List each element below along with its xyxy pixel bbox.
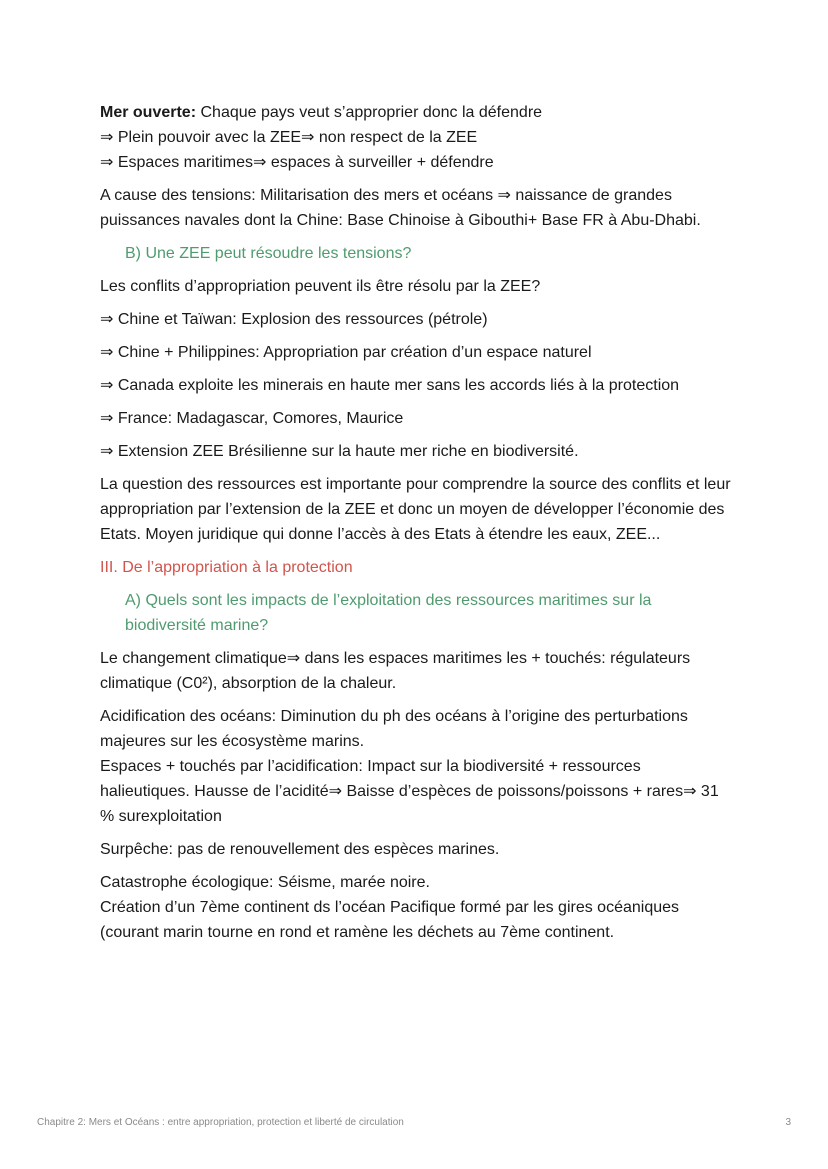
- text-line: Création d’un 7ème continent ds l’océan Pacifique formé par les gires océaniques (courant marin tourne en rond et ramène les déchets au 7ème continent.: [100, 899, 680, 941]
- paragraph: [100, 870, 732, 945]
- text-line: ⇒ France: Madagascar, Comores, Maurice: [100, 410, 404, 427]
- footer-chapter-title: Chapitre 2: Mers et Océans : entre appropriation, protection et liberté de circulation: [37, 1117, 404, 1128]
- text-line: Catastrophe écologique: Séisme, marée noire.: [100, 874, 430, 891]
- text-line: A) Quels sont les impacts de l’exploitation des ressources maritimes sur la biodiversité marine?: [125, 592, 652, 634]
- document-body: [100, 100, 732, 953]
- paragraph: [100, 274, 732, 299]
- text-line: Chaque pays veut s’approprier donc la défendre: [200, 104, 543, 121]
- text-line: A cause des tensions: Militarisation des mers et océans ⇒ naissance de grandes puissances navales dont la Chine: Base Chinoise à Gibouthi+ Base FR à Abu-Dhabi.: [100, 187, 701, 229]
- text-line: ⇒ Canada exploite les minerais en haute mer sans les accords liés à la protection: [100, 377, 680, 394]
- paragraph: [100, 406, 732, 431]
- lead-term: Mer ouverte:: [100, 104, 197, 121]
- text-line: ⇒ Chine + Philippines: Appropriation par création d’un espace naturel: [100, 344, 592, 361]
- text-line: Surpêche: pas de renouvellement des espèces marines.: [100, 841, 500, 858]
- text-line: ⇒ Extension ZEE Brésilienne sur la haute mer riche en biodiversité.: [100, 443, 579, 460]
- text-line: Acidification des océans: Diminution du ph des océans à l’origine des perturbations majeures sur les écosystème marins.: [100, 708, 688, 750]
- text-line: Espaces + touchés par l’acidification: Impact sur la biodiversité + ressources halieutiques. Hausse de l’acidité⇒ Baisse d’espèces de poissons/poissons + rares⇒ 31 % surexploitation: [100, 758, 719, 825]
- text-line: Le changement climatique⇒ dans les espaces maritimes les + touchés: régulateurs climatique (C0²), absorption de la chaleur.: [100, 650, 691, 692]
- subsection-heading: [100, 241, 732, 266]
- paragraph: [100, 307, 732, 332]
- paragraph: [100, 340, 732, 365]
- page-footer: [37, 1117, 791, 1128]
- paragraph: [100, 837, 732, 862]
- paragraph: [100, 646, 732, 696]
- paragraph: [100, 704, 732, 829]
- text-line: ⇒ Plein pouvoir avec la ZEE⇒ non respect de la ZEE: [100, 129, 478, 146]
- paragraph: [100, 373, 732, 398]
- text-line: ⇒ Espaces maritimes⇒ espaces à surveiller + défendre: [100, 154, 494, 171]
- text-line: III. De l’appropriation à la protection: [100, 559, 353, 576]
- paragraph: [100, 472, 732, 547]
- text-line: La question des ressources est importante pour comprendre la source des conflits et leur appropriation par l’extension de la ZEE et donc un moyen de développer l’économie des Etats. Moyen juridique qui donne l’accès à des Etats à étendre les eaux, ZEE...: [100, 476, 731, 543]
- subsection-heading: [100, 588, 732, 638]
- page-number: 3: [785, 1117, 791, 1128]
- text-line: ⇒ Chine et Taïwan: Explosion des ressources (pétrole): [100, 311, 488, 328]
- section-heading: [100, 555, 732, 580]
- paragraph: [100, 439, 732, 464]
- text-line: B) Une ZEE peut résoudre les tensions?: [125, 245, 412, 262]
- paragraph: [100, 183, 732, 233]
- text-line: Les conflits d’appropriation peuvent ils être résolu par la ZEE?: [100, 278, 541, 295]
- paragraph: [100, 100, 732, 175]
